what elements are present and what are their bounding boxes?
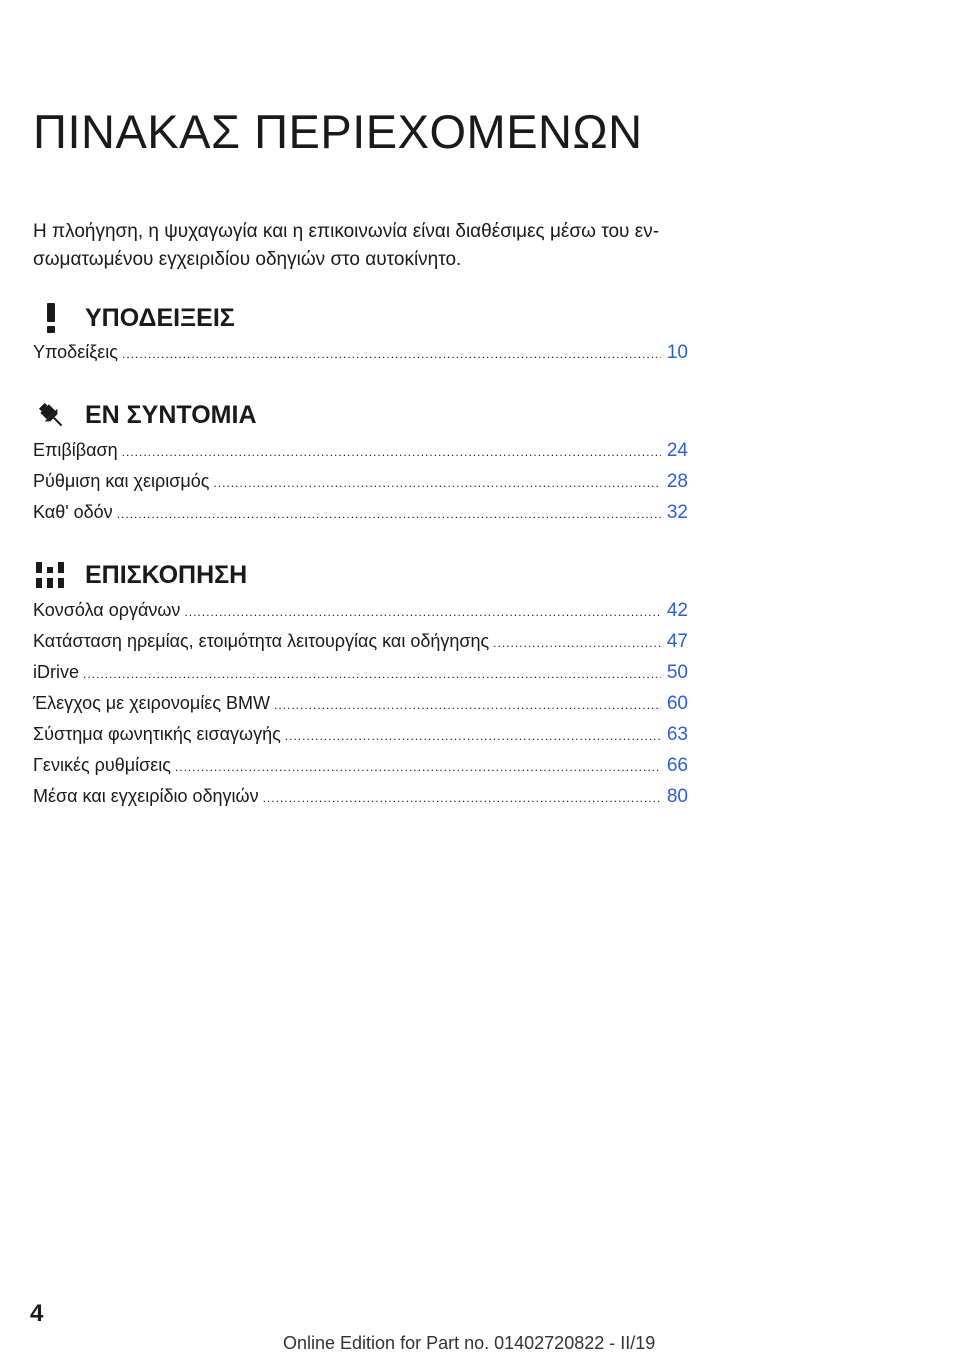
section-header-notes	[33, 298, 693, 338]
page-title: ΠΙΝΑΚΑΣ ΠΕΡΙΕΧΟΜΕΝΩΝ	[33, 105, 643, 158]
toc-page-number[interactable]: 47	[666, 631, 688, 652]
footer-edition: Online Edition for Part no. 01402720822 - II/19	[283, 1333, 656, 1353]
toc-entry-label: Κονσόλα οργάνων	[33, 600, 181, 620]
toc-entry-label: Μέσα και εγχειρίδιο οδηγιών	[33, 786, 259, 806]
exclamation-icon	[33, 300, 69, 336]
toc-entry[interactable]	[33, 693, 688, 719]
toc-page-number[interactable]: 50	[666, 662, 688, 683]
toc-page-number[interactable]: 32	[666, 502, 688, 523]
intro-text: Η πλοήγηση, η ψυχαγωγία και η επικοινωνία είναι διαθέσιμες μέσω του ενσωματωμένου εγχειριδίου οδηγιών στο αυτοκίνητο.	[33, 221, 660, 270]
toc-entry-label: Σύστημα φωνητικής εισαγωγής	[33, 724, 281, 744]
pin-icon	[33, 397, 69, 433]
toc-page-number[interactable]: 80	[666, 786, 688, 807]
toc-entry-label: Έλεγχος με χειρονομίες BMW	[33, 693, 270, 713]
toc-entry[interactable]	[33, 600, 688, 626]
toc-entry[interactable]	[33, 342, 688, 368]
toc-page-number[interactable]: 42	[666, 600, 688, 621]
section-header-overview	[33, 555, 693, 595]
toc-entry[interactable]	[33, 631, 688, 657]
toc-entry-label: iDrive	[33, 662, 80, 682]
toc-page-number[interactable]: 28	[666, 471, 688, 492]
toc-entry-label: Καθ' οδόν	[33, 502, 113, 522]
leader-dots	[184, 605, 660, 619]
section-header-quick	[33, 395, 693, 435]
section-title: ΥΠΟΔΕΙΞΕΙΣ	[85, 303, 235, 332]
toc-page-number[interactable]: 66	[666, 755, 688, 776]
toc-page-number[interactable]: 60	[666, 693, 688, 714]
leader-dots	[213, 476, 660, 490]
toc-page-number[interactable]: 63	[666, 724, 688, 745]
leader-dots	[122, 445, 661, 459]
section-title: ΕΝ ΣΥΝΤΟΜΙΑ	[85, 400, 257, 429]
leader-dots	[175, 760, 661, 774]
grid-icon	[33, 557, 69, 593]
page-number: 4	[30, 1300, 44, 1327]
toc-page-number[interactable]: 10	[666, 342, 688, 363]
leader-dots	[493, 636, 661, 650]
toc-entry[interactable]	[33, 440, 688, 466]
toc-entry-label: Κατάσταση ηρεμίας, ετοιμότητα λειτουργίας και οδήγησης	[33, 631, 490, 651]
leader-dots	[274, 698, 661, 712]
toc-page-number[interactable]: 24	[666, 440, 688, 461]
toc-entry-label: Γενικές ρυθμίσεις	[33, 755, 171, 775]
toc-entry[interactable]	[33, 786, 688, 812]
toc-entry-label: Ρύθμιση και χειρισμός	[33, 471, 210, 491]
toc-entry-label: Υποδείξεις	[33, 342, 118, 362]
leader-dots	[285, 729, 661, 743]
leader-dots	[83, 667, 661, 681]
toc-entry[interactable]	[33, 724, 688, 750]
leader-dots	[117, 507, 661, 521]
leader-dots	[122, 347, 661, 361]
leader-dots	[263, 791, 661, 805]
toc-entry[interactable]	[33, 471, 688, 497]
toc-entry[interactable]	[33, 662, 688, 688]
toc-entry-label: Επιβίβαση	[33, 440, 118, 460]
section-title: ΕΠΙΣΚΟΠΗΣΗ	[85, 560, 248, 589]
toc-entry[interactable]	[33, 755, 688, 781]
toc-entry[interactable]	[33, 502, 688, 528]
